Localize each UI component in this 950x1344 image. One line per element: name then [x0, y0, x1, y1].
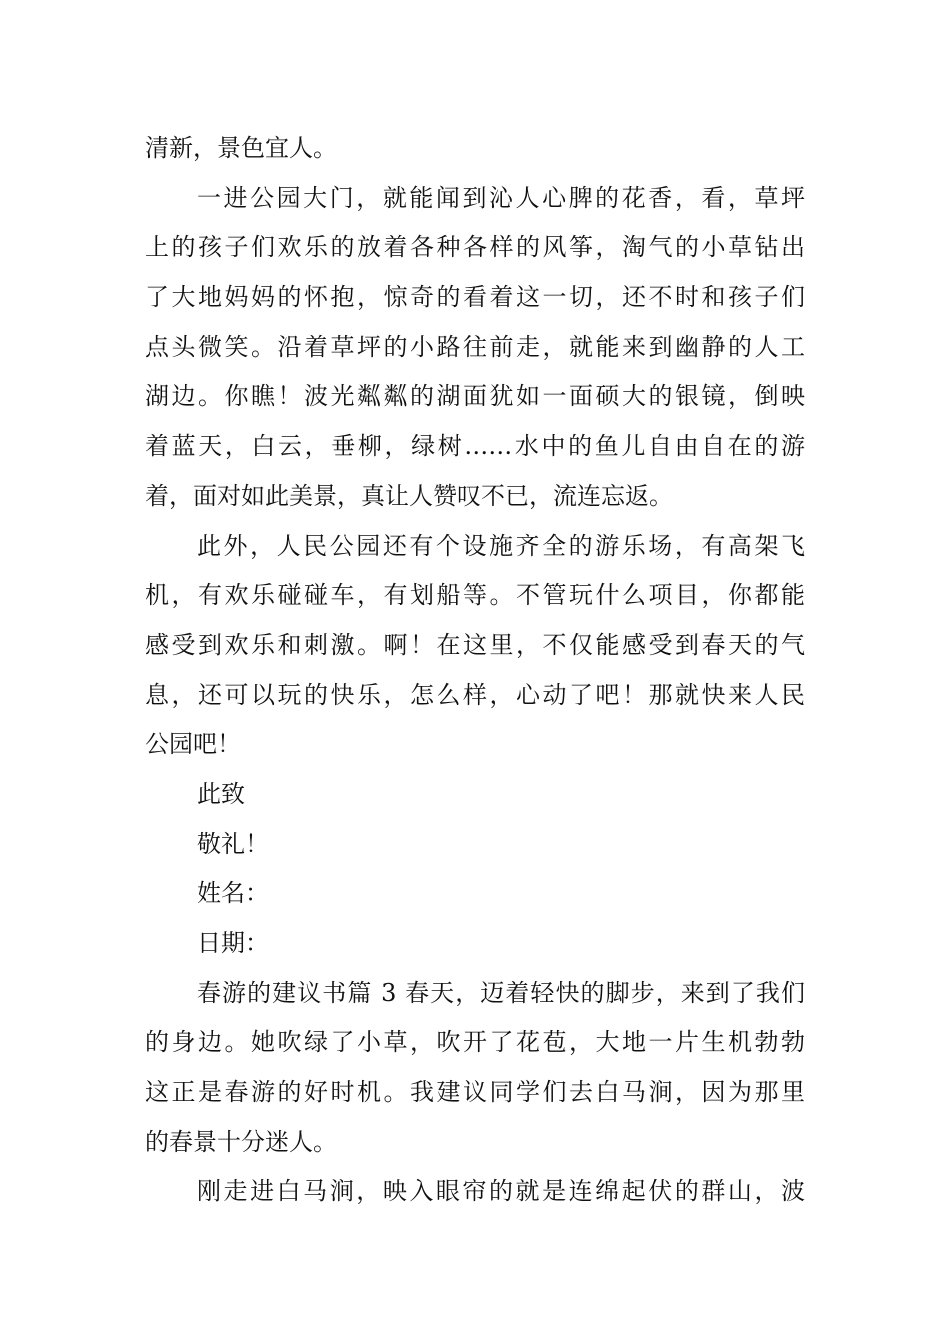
text-line: 这正是春游的好时机。我建议同学们去白马涧，因为那里	[145, 1078, 805, 1107]
text-line: 感受到欢乐和刺激。啊！在这里，不仅能感受到春天的气	[145, 630, 805, 659]
text-line: 息，还可以玩的快乐，怎么样，心动了吧！那就快来人民	[145, 680, 805, 709]
text-line: 着，面对如此美景，真让人赞叹不已，流连忘返。	[145, 481, 673, 510]
text-line: 此外，人民公园还有个设施齐全的游乐场，有高架飞	[197, 531, 805, 560]
text-line: 刚走进白马涧，映入眼帘的就是连绵起伏的群山，波	[197, 1177, 805, 1206]
text-line: 清新，景色宜人。	[145, 134, 337, 162]
text-line: 公园吧！	[145, 730, 241, 759]
document-body	[145, 124, 805, 1217]
text-line: 着蓝天，白云，垂柳，绿树……水中的鱼儿自由自在的游	[145, 432, 805, 461]
text-line: 春游的建议书篇 3 春天，迈着轻快的脚步，来到了我们	[197, 978, 805, 1007]
text-line: 了大地妈妈的怀抱，惊奇的看着这一切，还不时和孩子们	[145, 283, 805, 312]
text-line: 点头微笑。沿着草坪的小路往前走，就能来到幽静的人工	[145, 332, 805, 361]
text-line: 机，有欢乐碰碰车，有划船等。不管玩什么项目，你都能	[145, 581, 805, 610]
text-line: 的春景十分迷人。	[145, 1127, 337, 1156]
text-line: 的身边。她吹绿了小草，吹开了花苞，大地一片生机勃勃	[145, 1028, 805, 1057]
text-line: 姓名：	[197, 879, 269, 908]
text-line: 上的孩子们欢乐的放着各种各样的风筝，淘气的小草钻出	[145, 233, 805, 262]
text-line: 此致	[197, 779, 245, 808]
text-line: 日期：	[197, 929, 269, 957]
text-line: 敬礼！	[197, 829, 269, 858]
text-line: 一进公园大门，就能闻到沁人心脾的花香，看，草坪	[197, 183, 805, 212]
text-line: 湖边。你瞧！波光粼粼的湖面犹如一面硕大的银镜，倒映	[145, 382, 805, 411]
